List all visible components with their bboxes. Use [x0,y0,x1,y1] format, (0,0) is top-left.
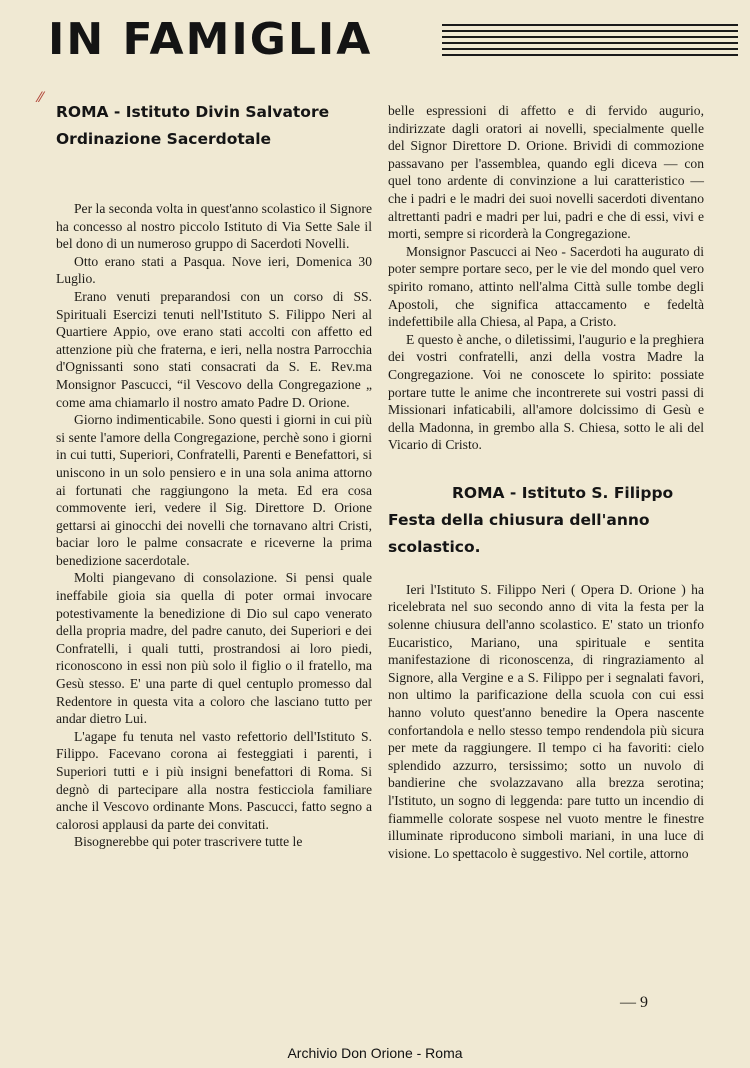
paragraph: L'agape fu tenuta nel vasto refettorio dell'Istituto S. Filippo. Facevano corona ai festeggiati i parenti, i Superiori tutti e i più insigni benefattori di Roma. Si degnò di partecipare alla nostra festicciola familiare anche il Vescovo ordinante Mons. Pascucci, fatto segno a calorosi applausi da parte dei convitati. [56,728,372,832]
paragraph: Monsignor Pascucci ai Neo - Sacerdoti ha augurato di poter sempre portare seco, per le vie del mondo quel vero spirito romano, attinto nell'alma Città sulle tombe degli Apostoli, che significa attaccamento e fedeltà indefettibile alla Chiesa, al Papa, a Cristo. [388,243,704,330]
masthead-rules [442,24,738,60]
archive-footer: Archivio Don Orione - Roma [287,1045,463,1061]
article-subheading-2-cont: scolastico. [388,537,481,556]
right-column [388,102,704,862]
paragraph: belle espressioni di affetto e di fervido augurio, indirizzate dagli oratori ai novelli, specialmente quelle del Signor Direttore D. Orione. Brividi di commozione passavano per l'assemblea, quando egli diceva — con quel tono ardente di convinzione a lui caratteristico — che i padri e le madri dei suoi novelli sacerdoti diventano altrettanti padri e madri per lui, padri e che di essi, vivi e morti, sempre si ricorderà la Congregazione. [388,103,704,242]
article-subheading-1: Ordinazione Sacerdotale [56,130,272,148]
article-body-left [56,200,372,851]
paragraph: Per la seconda volta in quest'anno scolastico il Signore ha concesso al nostro piccolo Istituto di Via Sette Sale il bel dono di un numeroso gruppo di Sacerdoti Novelli. [56,201,372,252]
article-heading-1: ROMA - Istituto Divin Salvatore [56,103,330,121]
article-heading-2: ROMA - Istituto S. Filippo [452,483,674,502]
paragraph: Otto erano stati a Pasqua. Nove ieri, Domenica 30 Luglio. [56,253,372,287]
paragraph: E questo è anche, o diletissimi, l'augurio e la preghiera dei vostri confratelli, anzi della vostra Madre la Congregazione. Voi ne conoscete lo spirito: possiate portare tutte le anime che incontrerete sui vostri passi di Missionari infaticabili, all'amore dolcissimo di Gesù e della Madonna, in grembo alla S. Chiesa, sotto le ali del Vicario di Cristo. [388,331,704,453]
article-body-right-bottom [388,581,704,863]
pencil-mark: ⁄⁄ [38,90,43,106]
page-number: — 9 [620,994,648,1011]
paragraph: Erano venuti preparandosi con un corso di SS. Spirituali Esercizi tenuti nell'Istituto S. Filippo Neri al Quartiere Appio, ove erano stati accolti con affetto ed attenzione più che fraterna, e ieri, nella nostra Parrocchia d'Ognissanti sono stati consacrati da S. E. Rev.ma Monsignor Pascucci, “il Vescovo della Congregazione „ come ama chiamarlo il nostro amato Padre D. Orione. [56,288,372,410]
masthead-title: IN FAMIGLIA [48,14,373,65]
left-column [56,95,372,851]
paragraph: Molti piangevano di consolazione. Si pensi quale ineffabile gioia sia quella di poter ormai invocare potestivamente la benedizione di Dio sul capo venerato della propria madre, del padre canuto, dei Superiori e dei Confratelli, i quali tutti, prostrandosi ai loro piedi, riconoscono in essi non più solo il figlio o il fratello, ma Gesù stesso. E' una parte di quel centuplo promesso dal Redentore in questa vita a coloro che lasciano tutto per andar dietro Lui. [56,570,372,727]
paragraph: Ieri l'Istituto S. Filippo Neri ( Opera D. Orione ) ha ricelebrata nel suo secondo anno di vita la festa per la solenne chiusura dell'anno scolastico. E' stato un trionfo Eucaristico, Mariano, una spirituale e sentita manifestazione di riconoscenza, di ringraziamento al Signore, alla Vergine e a S. Filippo per i segnalati favori, non ultimo la parificazione della scuola con cui essi hanno voluto quest'anno benedire la Opera nascente confortandola e nello stesso tempo rendendola più sicura per mete da raggiungere. Il tempo ci ha favoriti: cielo splendido azzurro, tersissimo; sotto un nuvolo di bandierine che svolazzavano alla brezza serotina; l'Istituto, un sogno di leggenda: pare tutto un incendio di fiammelle colorate sospese nel vuoto mentre le finestre illuminate riproducono simboli mariani, in una luce di visione. Lo spettacolo è suggestivo. Nel cortile, attorno [388,581,704,861]
paragraph: Giorno indimenticabile. Sono questi i giorni in cui più si sente l'amore della Congregazione, perchè sono i giorni in cui tutti, Superiori, Confratelli, Parenti e Benefattori, si uniscono in un solo pensiero e in una sola anima attorno ai fortunati che raggiungono la meta. Ed era cosa commovente ieri, vedere il Sig. Direttore D. Orione gettarsi ai ginocchi dei novelli che tornavano altri Cristi, baciar loro le palme consacrate e riceverne la prima benedizione sacerdotale. [56,412,372,568]
article-subheading-2: Festa della chiusura dell'anno [388,510,650,529]
paragraph: Bisognerebbe qui poter trascrivere tutte le [74,834,303,850]
article-body-right-top [388,102,704,454]
